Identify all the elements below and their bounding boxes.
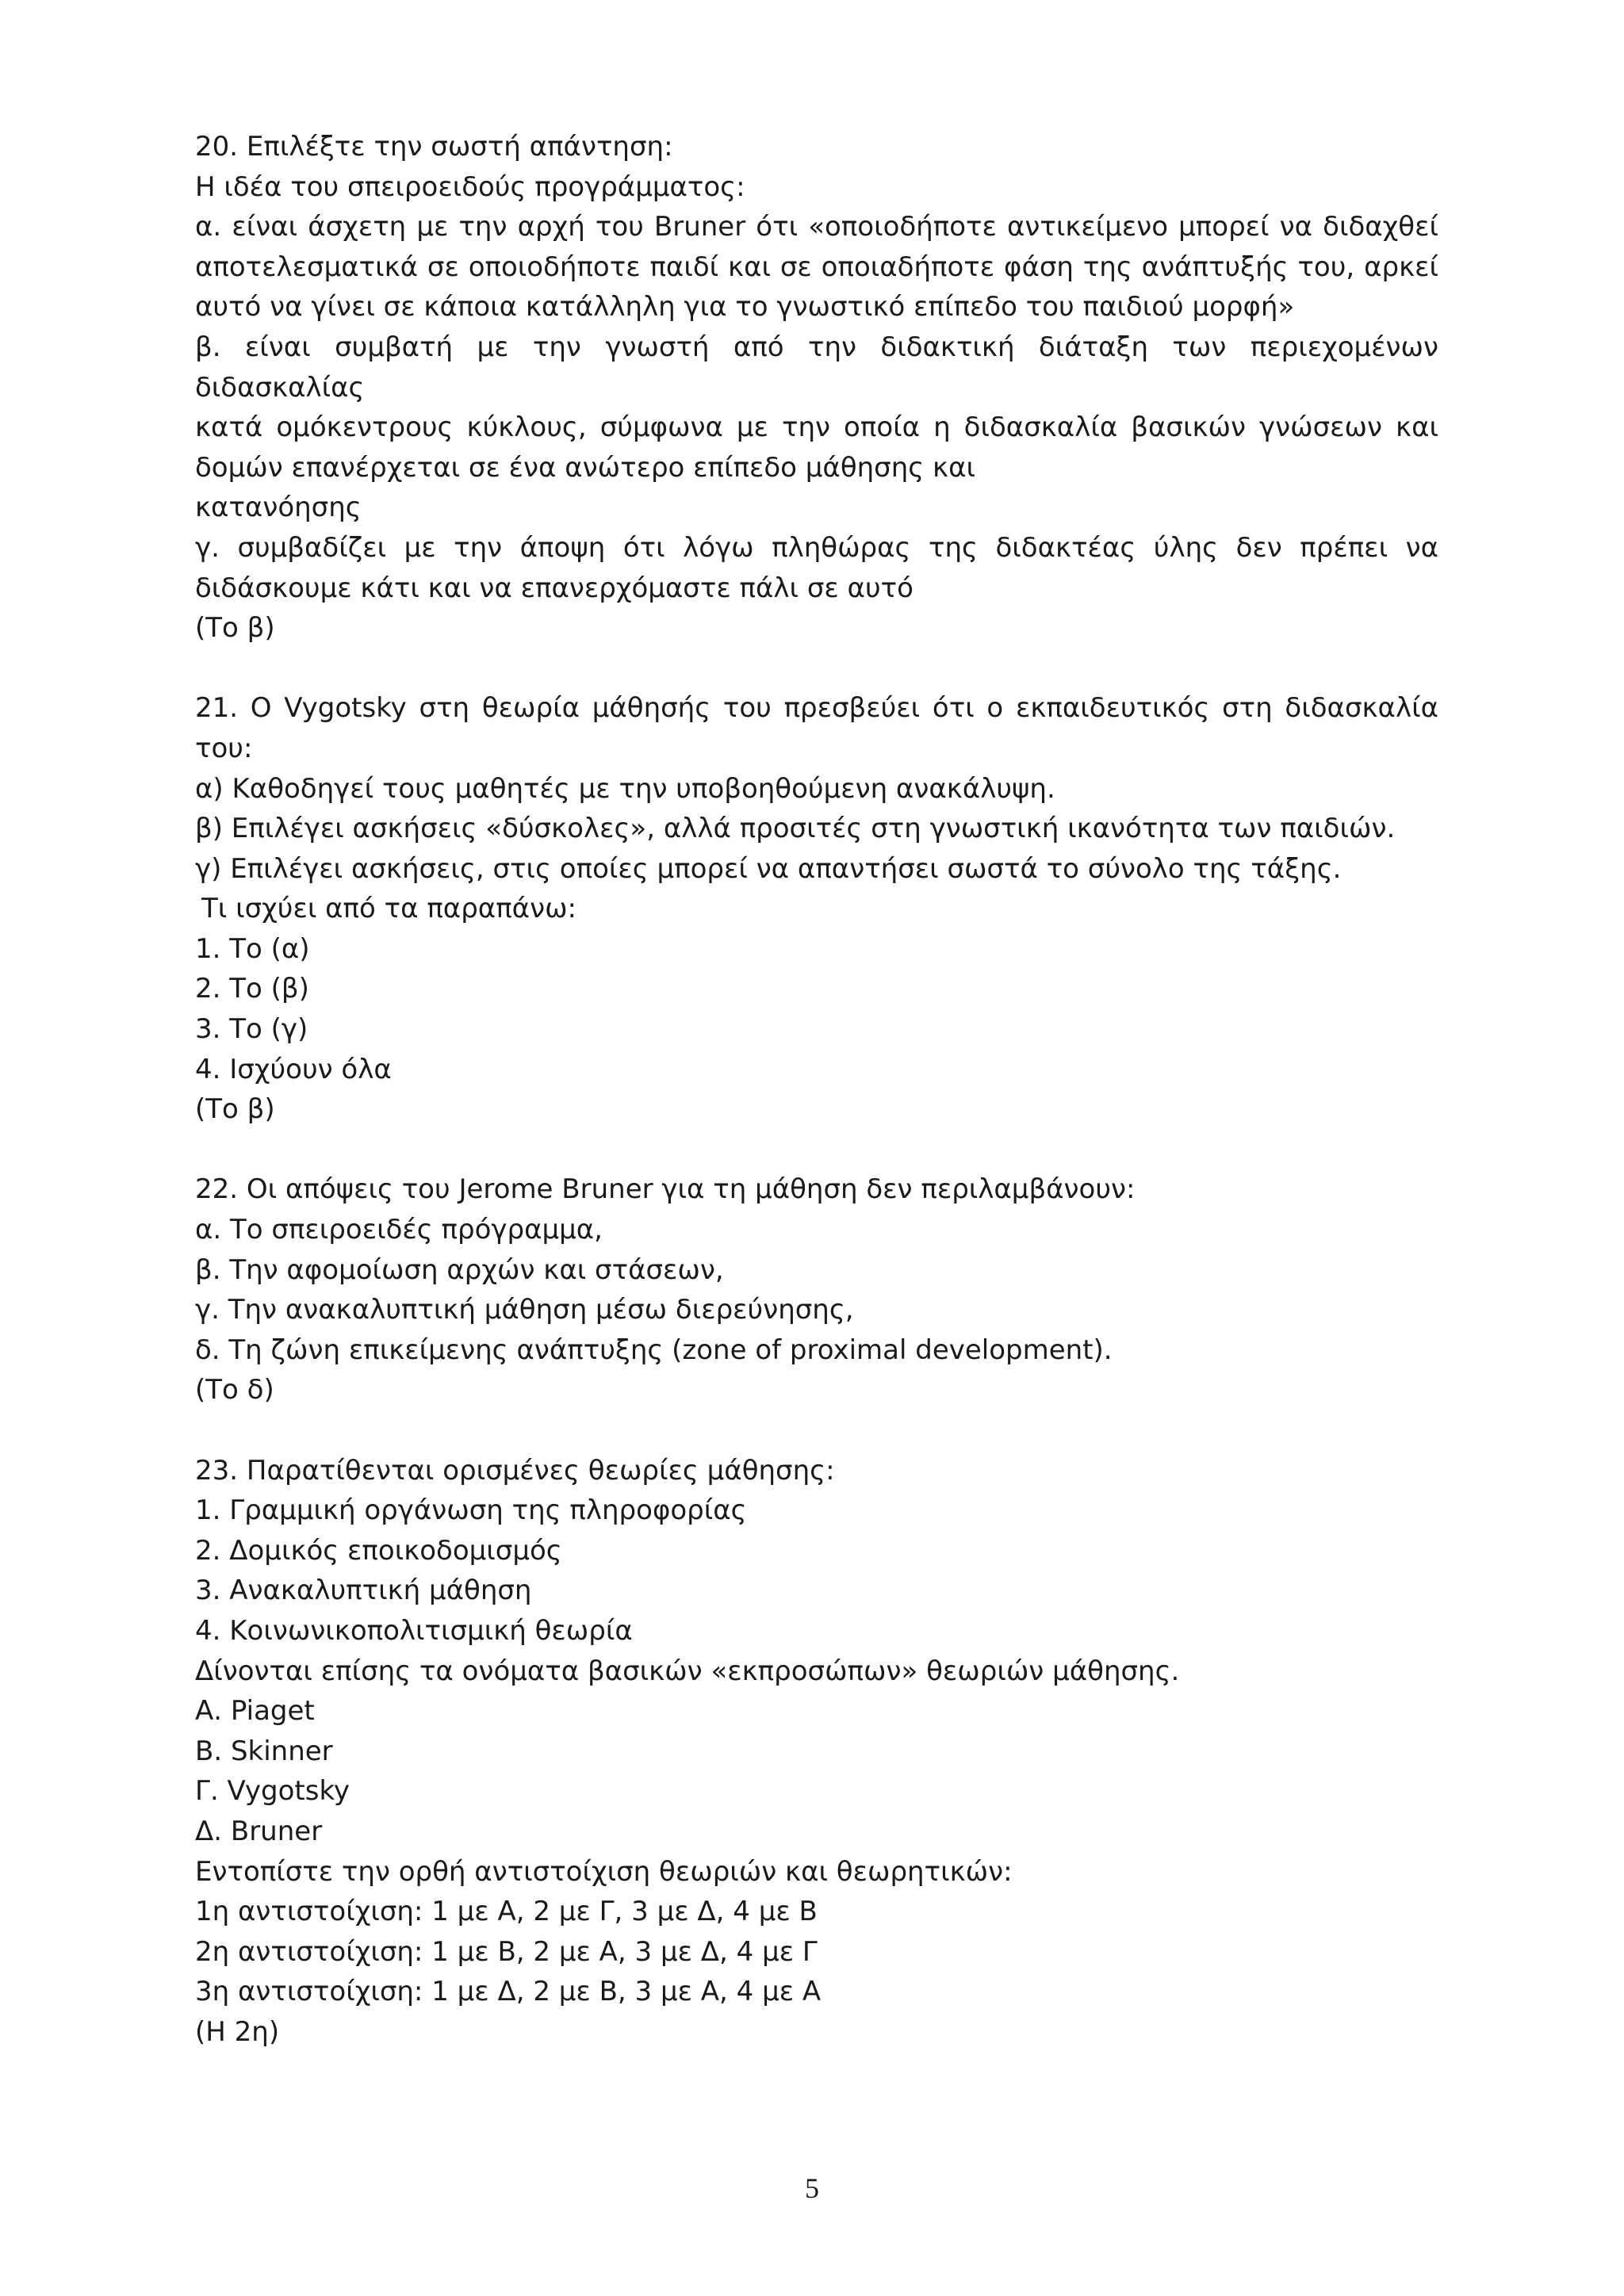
answer: (Το δ) [195, 1374, 274, 1406]
spacer [195, 649, 1438, 689]
option-a-line: αποτελεσματικά σε οποιοδήποτε παιδί και σε οποιαδήποτε φάση της ανάπτυξής του, αρκεί [195, 251, 1438, 283]
question-23 [195, 1451, 1438, 2053]
page-number: 5 [805, 2172, 819, 2204]
choice-1: 1. Το (α) [195, 932, 310, 965]
answer: (Το β) [195, 1093, 275, 1126]
option-a-line: α. είναι άσχετη με την αρχή του Bruner ότι «οποιοδήποτε αντικείμενο μπορεί να διδαχθεί [195, 211, 1438, 243]
matching-option: 3η αντιστοίχιση: 1 με Δ, 2 με Β, 3 με Α, 4 με Α [195, 1976, 822, 2008]
theorist-item: Δ. Bruner [195, 1815, 323, 1847]
matching-option: 2η αντιστοίχιση: 1 με Β, 2 με Α, 3 με Δ, 4 με Γ [195, 1935, 818, 1968]
spacer [195, 1410, 1438, 1451]
option-b-line: κατανόησης [195, 492, 362, 524]
theory-item: 1. Γραμμική οργάνωση της πληροφορίας [195, 1494, 747, 1527]
question-title: 22. Οι απόψεις του Jerome Bruner για τη μάθηση δεν περιλαμβάνουν: [195, 1173, 1136, 1206]
page-content [195, 127, 1438, 2053]
choice-4: 4. Ισχύουν όλα [195, 1053, 392, 1085]
theory-item: 3. Ανακαλυπτική μάθηση [195, 1575, 532, 1607]
option-c-line: γ. συμβαδίζει με την άποψη ότι λόγω πληθώρας της διδακτέας ύλης δεν πρέπει να [195, 531, 1438, 564]
theorist-item: Β. Skinner [195, 1735, 333, 1767]
option-b: β) Επιλέγει ασκήσεις «δύσκολες», αλλά προσιτές στη γνωστική ικανότητα των παιδιών. [195, 813, 1396, 845]
task-instruction: Εντοπίστε την ορθή αντιστοίχιση θεωριών και θεωρητικών: [195, 1855, 1013, 1888]
theory-item: 4. Κοινωνικοπολιτισμική θεωρία [195, 1614, 633, 1647]
theorist-item: Α. Piaget [195, 1695, 315, 1728]
option-c: γ. Την ανακαλυπτική μάθηση μέσω διερεύνησης, [195, 1294, 854, 1326]
question-20 [195, 127, 1438, 649]
matching-option: 1η αντιστοίχιση: 1 με Α, 2 με Γ, 3 με Δ, 4 με Β [195, 1896, 818, 1928]
question-title: 21. Ο Vygotsky στη θεωρία μάθησής του πρεσβεύει ότι ο εκπαιδευτικός στη διδασκαλία [195, 692, 1438, 725]
question-title: 20. Επιλέξτε την σωστή απάντηση: [195, 131, 673, 163]
choice-3: 3. Το (γ) [195, 1013, 308, 1046]
question-stem: Η ιδέα του σπειροειδούς προγράμματος: [195, 170, 745, 203]
question-title: 23. Παρατίθενται ορισμένες θεωρίες μάθησης: [195, 1454, 835, 1487]
spacer [195, 1130, 1438, 1170]
option-c: γ) Επιλέγει ασκήσεις, στις οποίες μπορεί να απαντήσει σωστά το σύνολο της τάξης. [195, 852, 1342, 885]
question-22 [195, 1169, 1438, 1410]
option-a: α) Καθοδηγεί τους μαθητές με την υποβοηθούμενη ανακάλυψη. [195, 772, 1055, 805]
theorist-item: Γ. Vygotsky [195, 1775, 350, 1808]
names-intro: Δίνονται επίσης τα ονόματα βασικών «εκπροσώπων» θεωριών μάθησης. [195, 1655, 1180, 1687]
choice-2: 2. Το (β) [195, 973, 309, 1005]
question-21 [195, 688, 1438, 1130]
answer: (Η 2η) [195, 2015, 280, 2048]
option-b-line: κατά ομόκεντρους κύκλους, σύμφωνα με την οποία η διδασκαλία βασικών γνώσεων και [195, 411, 1438, 444]
option-b-line: δομών επανέρχεται σε ένα ανώτερο επίπεδο μάθησης και [195, 451, 975, 484]
question-title: του: [195, 732, 253, 764]
theory-item: 2. Δομικός εποικοδομισμός [195, 1534, 562, 1567]
question-prompt: Τι ισχύει από τα παραπάνω: [201, 893, 576, 925]
answer: (Το β) [195, 612, 275, 645]
option-a: α. Το σπειροειδές πρόγραμμα, [195, 1214, 603, 1246]
option-a-line: αυτό να γίνει σε κάποια κατάλληλη για το γνωστικό επίπεδο του παιδιού μορφή» [195, 291, 1295, 323]
option-d: δ. Τη ζώνη επικείμενης ανάπτυξης (zone of proximal development). [195, 1334, 1113, 1366]
option-b: β. Την αφομοίωση αρχών και στάσεων, [195, 1253, 724, 1286]
option-b-line: β. είναι συμβατή με την γνωστή από την διδακτική διάταξη των περιεχομένων διδασκαλίας [195, 331, 1438, 404]
option-c-line: διδάσκουμε κάτι και να επανερχόμαστε πάλι σε αυτό [195, 572, 914, 604]
